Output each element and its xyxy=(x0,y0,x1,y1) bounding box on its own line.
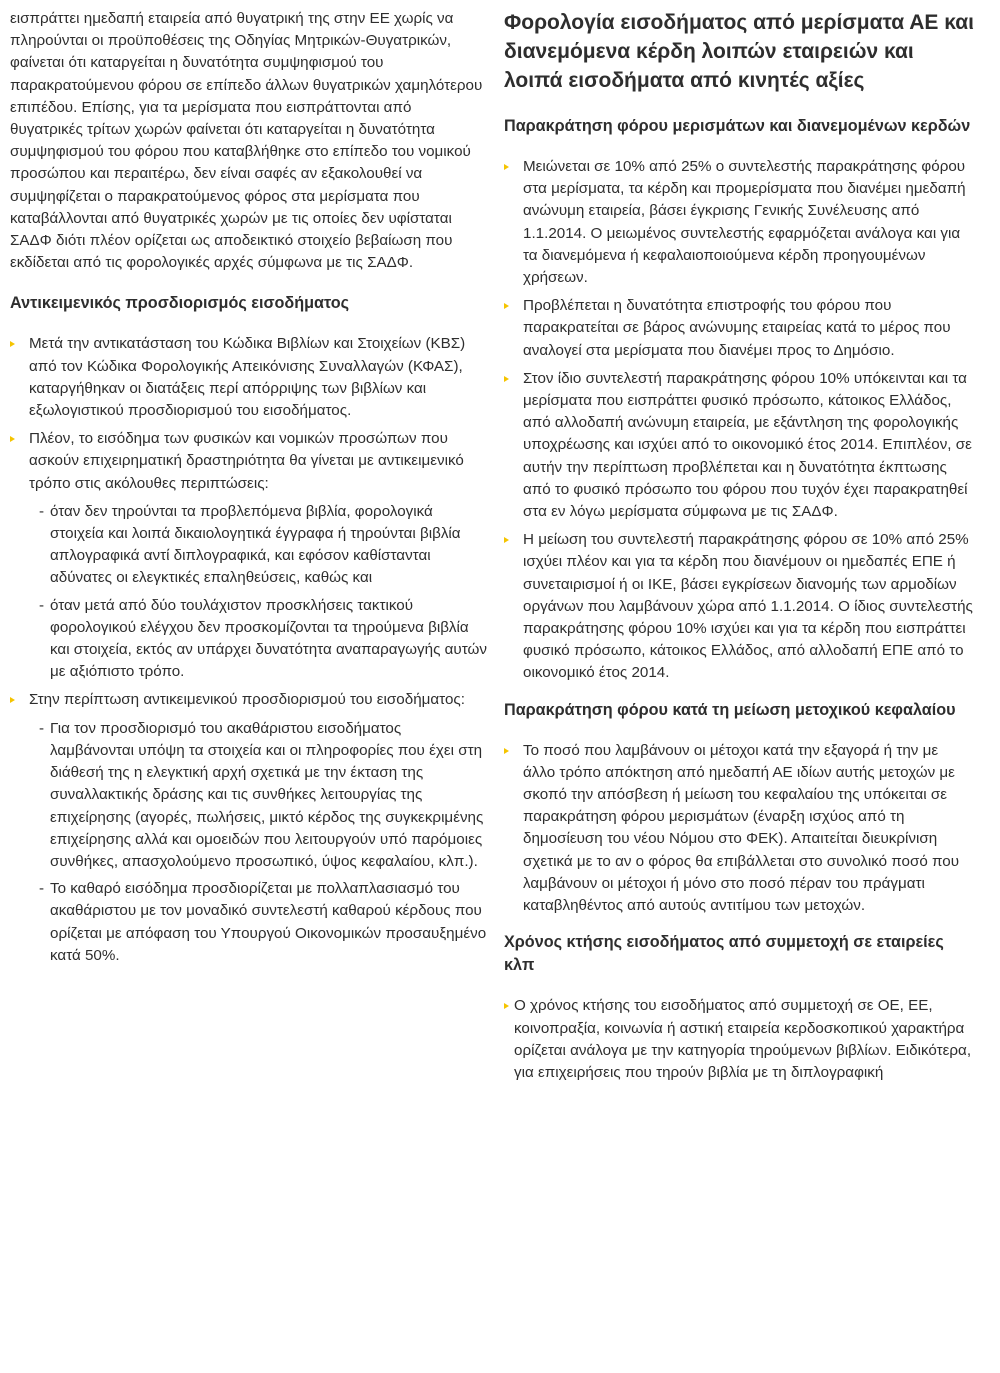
sublist-item xyxy=(10,878,488,967)
section-heading-objective-income: Αντικειμενικός προσδιορισμός εισοδήματος xyxy=(10,294,350,313)
dash-marker: - xyxy=(39,596,45,614)
right-column xyxy=(504,8,974,1090)
list-item xyxy=(504,368,974,523)
list-item-text: Πλέον, το εισόδημα των φυσικών και νομικών προσώπων που ασκούν επιχειρηματική δραστηριότητα θα γίνεται με αντικειμενικό τρόπο στις ακόλουθες περιπτώσεις: xyxy=(29,430,464,492)
sublist-item-text: όταν δεν τηρούνται τα προβλεπόμενα βιβλία, φορολογικά στοιχεία και λοιπά δικαιολογητικά έγγραφα ή τηρούνται βιβλία απλογραφικά αντί διπλογραφικά, και εφόσον καθίστανται αδύνατες οι ελεγκτικές επαληθεύσεις, καθώς και xyxy=(50,502,461,587)
bullet-triangle-icon xyxy=(10,697,15,703)
list-item-text: Μετά την αντικατάσταση του Κώδικα Βιβλίων και Στοιχείων (ΚΒΣ) από τον Κώδικα Φορολογικής Απεικόνισης Συναλλαγών (ΚΦΑΣ), καταργήθηκαν οι διατάξεις περί απόρριψης των βιβλίων και εξωλογιστικού προσδιορισμού του εισοδήματος. xyxy=(29,335,466,420)
list-item xyxy=(10,689,488,711)
section-heading-capital-reduction: Παρακράτηση φόρου κατά τη μείωση μετοχικού κεφαλαίου xyxy=(504,700,956,719)
sublist-item-text: Το καθαρό εισόδημα προσδιορίζεται με πολλαπλασιασμό του ακαθάριστου με τον μοναδικό συντελεστή καθαρού κέρδους που ορίζεται με απόφαση του Υπουργού Οικονομικών προσαυξημένο κατά 50%. xyxy=(50,880,487,964)
determination-sublist xyxy=(10,718,488,967)
list-item xyxy=(504,156,974,289)
list-item xyxy=(504,295,974,362)
bullet-triangle-icon xyxy=(10,341,15,347)
sublist-item xyxy=(10,501,488,590)
bullet-triangle-icon xyxy=(504,748,509,754)
objective-income-list-cont xyxy=(10,689,488,711)
section-heading-dividend-withholding: Παρακράτηση φόρου μερισμάτων και διανεμομένων κερδών xyxy=(504,117,971,135)
dash-marker: - xyxy=(39,719,45,737)
list-item xyxy=(504,995,974,1084)
income-acquisition-time-list xyxy=(504,995,974,1084)
intro-paragraph: εισπράττει ημεδαπή εταιρεία από θυγατρική της στην ΕΕ χωρίς να πληρούνται οι προϋποθέσεις της Οδηγίας Μητρικών-Θυγατρικών, φαίνεται ότι καταργείται η δυνατότητα συμψηφισμού του παρακρατούμενου φόρου σε επίπεδο άλλων θυγατρικών χαμηλότερου επιπέδου. Επίσης, για τα μερίσματα που εισπράττονται από θυγατρικές τρίτων χωρών φαίνεται ότι καταργείται η δυνατότητα συμψηφισμού του φόρου που καταβλήθηκε στο επίπεδο του νομικού προσώπου και περαιτέρω, δεν είναι σαφές αν εξακολουθεί να συμψηφίζεται ο παρακρατούμενος φόρος στα μερίσματα που καταβάλλονται από θυγατρικές χωρών με τις οποίες δεν υφίσταται ΣΑΔΦ διότι πλέον ορίζεται ως αποδεικτικό στοιχείο βεβαίωση που εκδίδεται από τις φορολογικές αρχές σύμφωνα με τις ΣΑΔΦ. xyxy=(10,10,483,272)
dash-marker: - xyxy=(39,502,45,520)
list-item xyxy=(504,740,974,918)
list-item-text: Στον ίδιο συντελεστή παρακράτησης φόρου 10% υπόκεινται και τα μερίσματα που εισπράττει φυσικό πρόσωπο, κάτοικος Ελλάδος, από αλλοδαπή ανώνυμη εταιρεία, με εξάντληση της φορολογικής υποχρέωσης και ισχύει από το οικονομικό έτος 2014. Επιπλέον, σε αυτήν την περίπτωση προβλέπεται και η δυνατότητα έκπτωσης από το φυσικό πρόσωπο του φόρου που τυχόν έχει παρακρατηθεί στα εν λόγω μερίσματα σύμφωνα με τις ΣΑΔΦ. xyxy=(523,369,972,521)
left-column xyxy=(10,8,488,973)
list-item-text: Μειώνεται σε 10% από 25% ο συντελεστής παρακράτησης φόρου στα μερίσματα, τα κέρδη και προμερίσματα που διανέμει ημεδαπή ανώνυμη εταιρεία, βάσει έγκρισης Γενικής Συνέλευσης από 1.1.2014. Ο μειωμένος συντελεστής εφαρμόζεται ανάλογα και για τα διανεμόμενα ή κεφαλαιοποιούμενα κέρδη προηγουμένων χρήσεων. xyxy=(523,158,966,287)
list-item-text: Η μείωση του συντελεστή παρακράτησης φόρου σε 10% από 25% ισχύει πλέον και για τα κέρδη που διανέμουν οι ημεδαπές ΕΠΕ ή συνεταιρισμοί ή οι ΙΚΕ, βάσει εγκρίσεων διανομής των αρμοδίων οργάνων που λαμβάνουν χώρα από 1.1.2014. Ο ίδιος συντελεστής παρακράτησης φόρου 10% ισχύει και για τα κέρδη που εισπράττει φυσικό πρόσωπο, κάτοικος Ελλάδος, από αλλοδαπή ΕΠΕ από το οικονομικό έτος 2014. xyxy=(523,531,973,682)
sublist-item-text: όταν μετά από δύο τουλάχιστον προσκλήσεις τακτικού φορολογικού ελέγχου δεν προσκομίζονται τα τηρούμενα βιβλία και στοιχεία, εκτός αν υπάρχει δυνατότητα αναπαραγωγής αυτών με αξιόπιστο τρόπο. xyxy=(50,596,487,681)
bullet-triangle-icon xyxy=(504,1003,509,1009)
dash-marker: - xyxy=(39,880,45,898)
bullet-triangle-icon xyxy=(10,436,15,442)
bullet-triangle-icon xyxy=(504,537,509,543)
bullet-triangle-icon xyxy=(504,376,509,382)
sublist-item xyxy=(10,718,488,873)
objective-income-list xyxy=(10,333,488,494)
list-item-text: Προβλέπεται η δυνατότητα επιστροφής του φόρου που παρακρατείται σε βάρος ανώνυμης εταιρείας κατά το μέρος που αναλογεί στα μερίσματα που διανέμει προς το Δημόσιο. xyxy=(523,297,951,359)
list-item xyxy=(10,333,488,422)
list-item-text: Ο χρόνος κτήσης του εισοδήματος από συμμετοχή σε ΟΕ, ΕΕ, κοινοπραξία, κοινωνία ή αστική εταιρεία κερδοσκοπικού χαρακτήρα ορίζεται ανάλογα με την κατηγορία τηρούμενων βιβλίων. Ειδικότερα, για επιχειρήσεις που τηρούν βιβλία με τη διπλογραφική xyxy=(514,997,972,1081)
dividend-withholding-list xyxy=(504,156,974,685)
capital-reduction-list xyxy=(504,740,974,918)
list-item xyxy=(504,529,974,684)
section-heading-income-acquisition-time: Χρόνος κτήσης εισοδήματος από συμμετοχή σε εταιρείες κλπ xyxy=(504,933,944,975)
cases-sublist xyxy=(10,501,488,684)
bullet-triangle-icon xyxy=(504,303,509,309)
bullet-triangle-icon xyxy=(504,164,509,170)
page-title: Φορολογία εισοδήματος από μερίσματα ΑΕ και διανεμόμενα κέρδη λοιπών εταιρειών και λοιπά εισοδήματα από κινητές αξίες xyxy=(504,11,975,92)
sublist-item-text: Για τον προσδιορισμό του ακαθάριστου εισοδήματος λαμβάνονται υπόψη τα στοιχεία και οι πληροφορίες που έχει στη διάθεσή της η ελεγκτική αρχή σχετικά με την έκταση της συναλλακτικής δράσης και τις συνθήκες λειτουργίας της επιχείρησης (αγορές, πωλήσεις, μικτό κέρδος της συγκεκριμένης επιχείρησης αλλά και ομοειδών που λειτουργούν υπό παρόμοιες συνθήκες, απασχολούμενο προσωπικό, ύψος κεφαλαίου, κλπ.). xyxy=(50,719,484,870)
sublist-item xyxy=(10,595,488,684)
list-item-text: Το ποσό που λαμβάνουν οι μέτοχοι κατά την εξαγορά ή την με άλλο τρόπο απόκτηση από ημεδαπή ΑΕ ιδίων αυτής μετοχών με σκοπό την απόσβεση ή μείωση του κεφαλαίου της υπόκειται σε παρακράτηση φόρου μερισμάτων (έναρξη ισχύος από τη δημοσίευση του νέου Νόμου στο ΦΕΚ). Απαιτείται διευκρίνιση σχετικά με το αν ο φόρος θα επιβάλλεται στο συνολικό ποσό που λαμβάνουν οι μέτοχοι ή μόνο στο ποσό πέραν του πράγματι καταβληθέντος από αυτούς αντιτίμου των μετοχών. xyxy=(523,741,960,915)
list-item xyxy=(10,428,488,495)
list-item-text: Στην περίπτωση αντικειμενικού προσδιορισμού του εισοδήματος: xyxy=(29,691,465,709)
